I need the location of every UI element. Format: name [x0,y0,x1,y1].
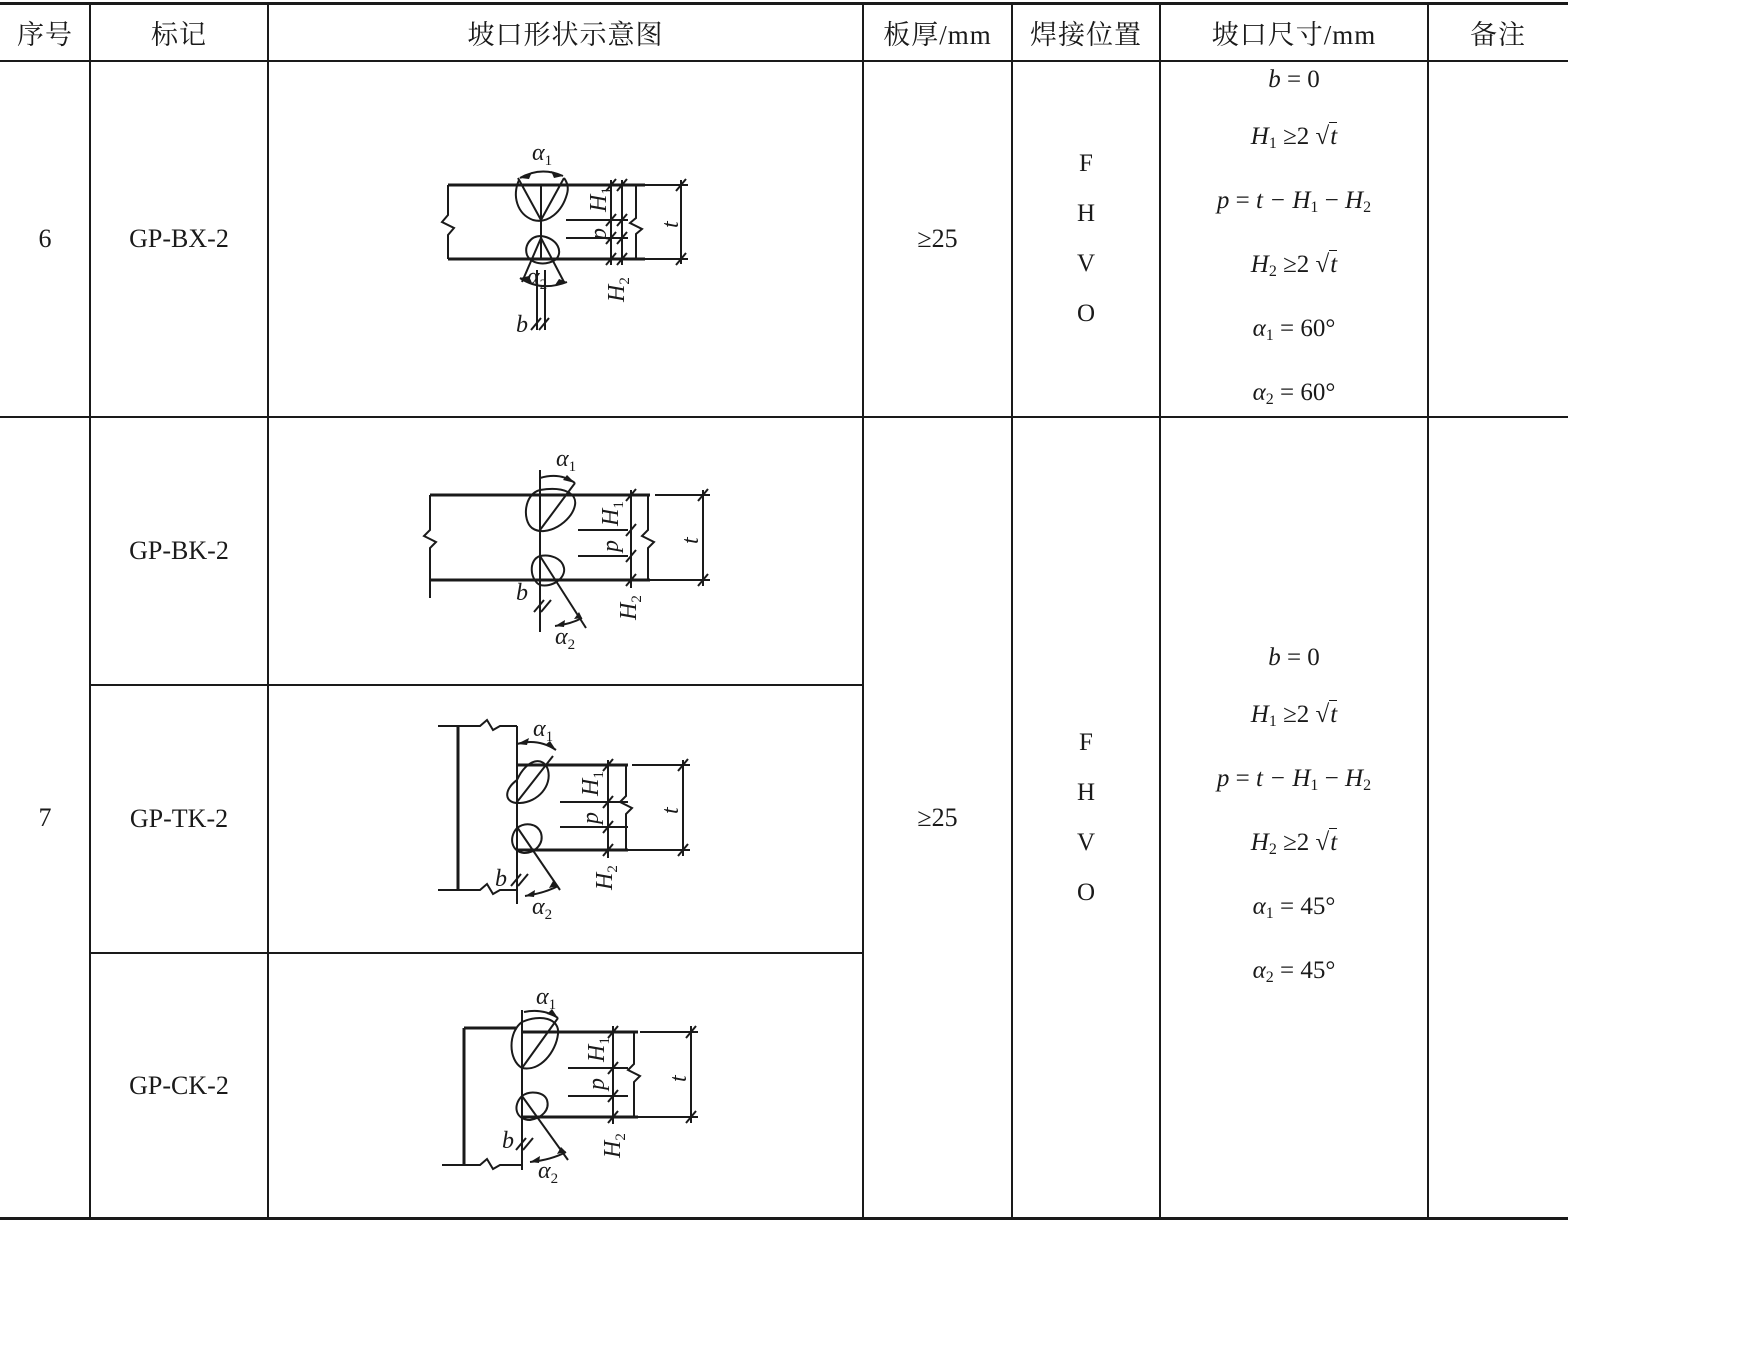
label-alpha2: $\alpha_2$ [532,894,553,923]
dim-b: b = 0 [1268,65,1320,93]
label-alpha1: $\alpha_1$ [536,984,557,1013]
groove-figure-gp-bx-2 [268,62,863,416]
groove-figure-gp-ck-2 [268,954,863,1217]
row-6-thickness [863,62,1012,416]
label-t: t [678,537,704,544]
dim-alpha1: $\alpha_1 = 60^\circ$ [1252,314,1336,344]
header-position [1012,4,1160,60]
row-7-mark-bk [90,418,268,684]
position-o: O [1076,300,1096,327]
row-7-remarks [1428,418,1568,1217]
header-remarks [1428,4,1568,60]
label-h1: $H_1$ [584,1037,613,1062]
label-b: b [516,580,528,606]
row-6-positions [1012,62,1160,416]
header-figure [268,4,863,60]
mark-gp-bk-2: GP-BK-2 [129,536,229,565]
dim-h2: $H_2 \ge 2$ √t [1250,829,1338,858]
header-mark-label: 标记 [151,19,207,50]
header-thickness-label: 板厚/mm [883,19,992,50]
header-position-label: 焊接位置 [1030,19,1142,50]
label-p: p [584,1078,610,1090]
label-t: t [658,221,684,228]
position-h: H [1076,200,1096,227]
label-p: p [598,540,624,552]
label-h2: $H_2$ [592,865,621,890]
label-t: t [666,1075,692,1082]
dim-p: $p = t - H_1 - H_2$ [1216,186,1372,216]
position-o: O [1076,878,1096,906]
row-7-thickness-value: ≥25 [917,802,958,832]
label-p: p [586,228,612,240]
dim-h1: $H_1 \ge 2$ √t [1250,701,1338,730]
header-figure-label: 坡口形状示意图 [467,19,664,50]
row-6-thickness-value: ≥25 [917,224,958,253]
label-b: b [516,312,528,338]
header-remarks-label: 备注 [1470,19,1526,50]
groove-figure-gp-bk-2 [268,418,863,684]
label-alpha1: $\alpha_1$ [533,716,554,745]
label-h2: $H_2$ [616,595,645,620]
dim-alpha1: $\alpha_1 = 45^\circ$ [1252,893,1336,922]
label-alpha1: $\alpha_1$ [556,446,577,475]
row-6-index-value: 6 [38,224,52,253]
row-6-remarks [1428,62,1568,416]
dim-h2: $H_2 \ge 2$ √t [1250,250,1338,280]
row-7-index-value: 7 [38,802,52,832]
header-index-label: 序号 [17,19,73,50]
dim-p: $p = t - H_1 - H_2$ [1216,765,1372,794]
label-h1: $H_1$ [586,187,615,212]
label-t: t [658,807,684,814]
label-h2: $H_2$ [600,1133,629,1158]
row-6-dimensions [1160,64,1428,414]
position-h: H [1076,778,1096,806]
row-6-index [0,62,90,416]
position-f: F [1079,728,1093,756]
row-6-mark [90,62,268,416]
position-v: V [1076,250,1096,277]
dim-h1: $H_1 \ge 2$ √t [1250,122,1338,152]
row-7-thickness [863,418,1012,1217]
row-7-mark-tk [90,686,268,952]
label-b: b [495,866,507,892]
position-f: F [1079,150,1093,177]
label-alpha2: $\alpha_2$ [555,624,576,653]
header-dimensions-label: 坡口尺寸/mm [1211,19,1377,50]
table-bottom-border [0,1217,1568,1220]
mark-gp-ck-2: GP-CK-2 [129,1070,229,1100]
dim-alpha2: $\alpha_2 = 45^\circ$ [1252,957,1336,986]
label-h1: $H_1$ [598,501,627,526]
row-7-index [0,418,90,1217]
header-index [0,4,90,60]
label-alpha2: $\alpha_2$ [527,264,548,293]
row-7-dimensions [1160,420,1428,1215]
row-7-mark-ck [90,954,268,1217]
mark-gp-bx-2: GP-BX-2 [129,224,229,253]
label-alpha2: $\alpha_2$ [538,1158,559,1187]
label-h2: $H_2$ [604,277,633,302]
label-b: b [502,1128,514,1154]
position-v: V [1076,828,1096,856]
row-7-positions [1012,418,1160,1217]
dim-b: b = 0 [1268,644,1320,671]
dim-alpha2: $\alpha_2 = 60^\circ$ [1252,378,1336,408]
header-thickness [863,4,1012,60]
label-p: p [578,812,604,824]
header-mark [90,4,268,60]
mark-gp-tk-2: GP-TK-2 [129,804,229,833]
label-h1: $H_1$ [578,771,607,796]
label-alpha1: $\alpha_1$ [532,140,553,169]
groove-figure-gp-tk-2 [268,686,863,952]
